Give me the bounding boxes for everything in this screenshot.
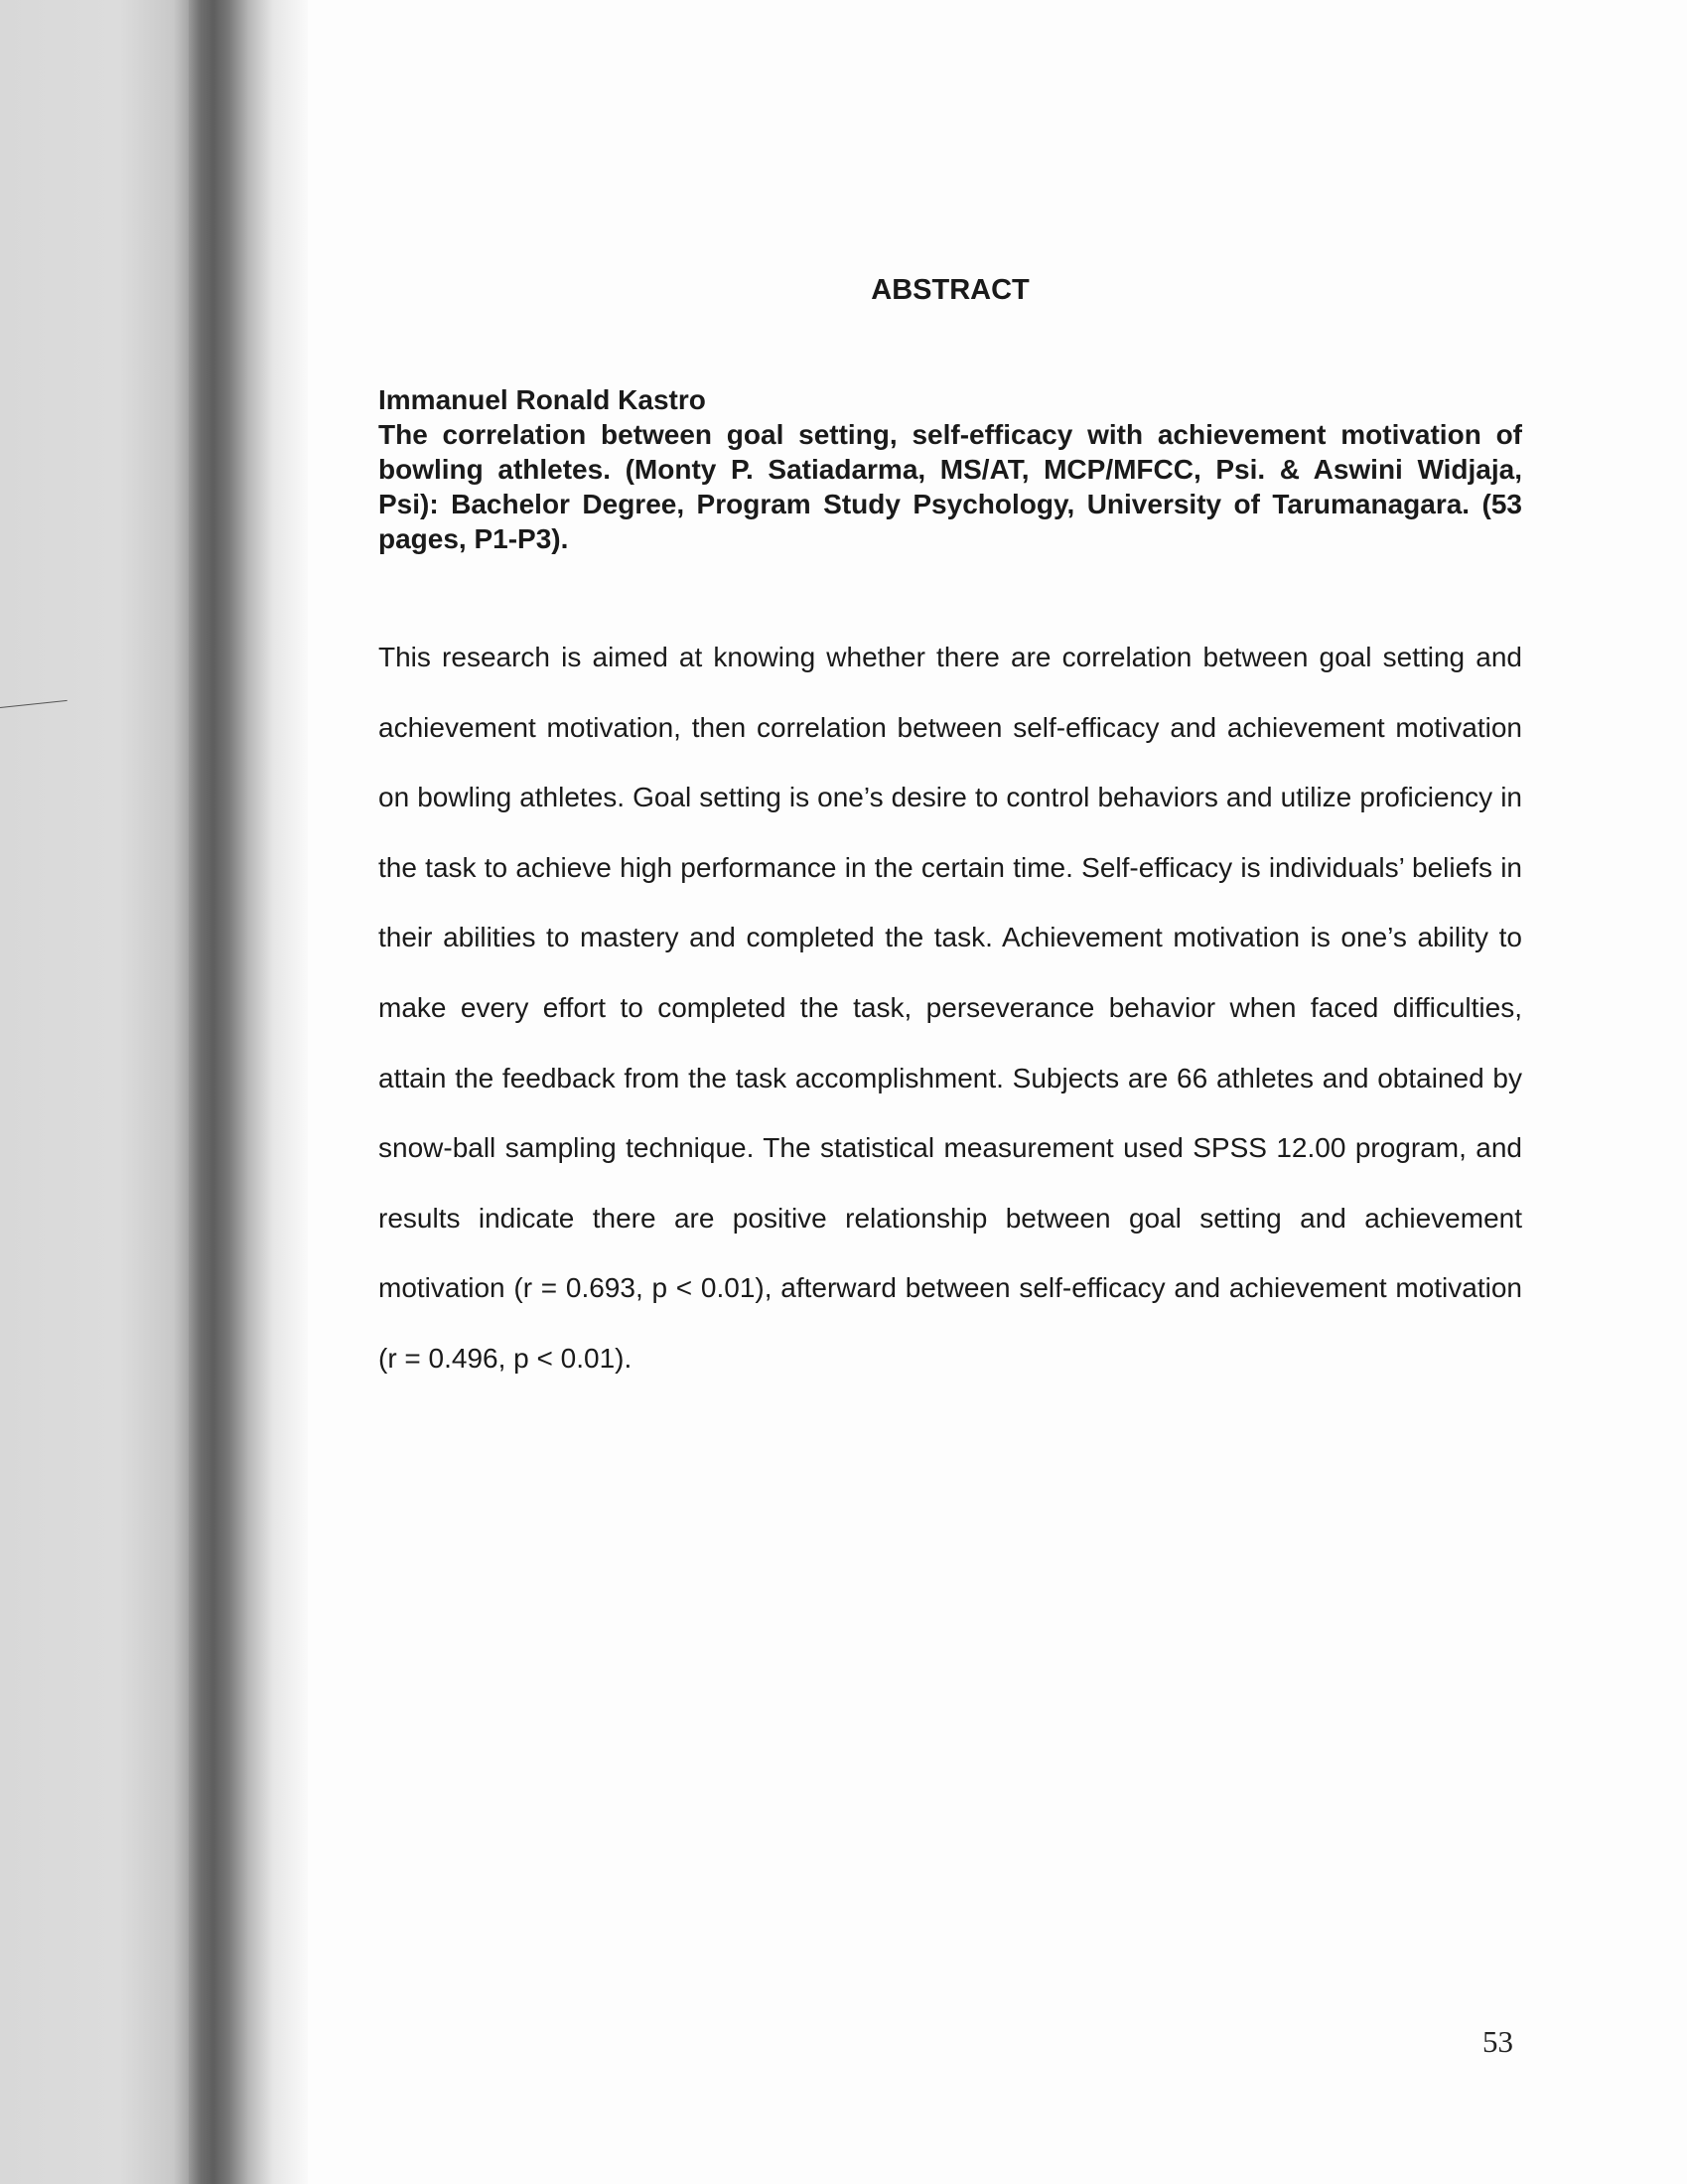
binding-shadow [189, 0, 308, 2184]
pencil-mark [0, 700, 68, 708]
citation-text: The correlation between goal setting, self-efficacy with achievement motivation of bowling athletes. (Monty P. Satiadarma, MS/AT, MCP/MFCC, Psi. & Aswini Widjaja, Psi): Bachelor Degree, Program Study Psychology, University of Tarumanagara. (53 pages, P1-P3). [378, 419, 1522, 554]
page-title: ABSTRACT [871, 274, 1030, 306]
adjacent-page-edge [0, 0, 199, 2184]
page-number: 53 [1482, 2024, 1513, 2059]
citation-block [378, 382, 1522, 556]
abstract-body: This research is aimed at knowing whether there are correlation between goal setting and achievement motivation, then correlation between self-efficacy and achievement motivation on bowling athletes. Goal setting is one’s desire to control behaviors and utilize proficiency in the task to achieve high performance in the certain time. Self-efficacy is individuals’ beliefs in their abilities to mastery and completed the task. Achievement motivation is one’s ability to make every effort to completed the task, perseverance behavior when faced difficulties, attain the feedback from the task accomplishment. Subjects are 66 athletes and obtained by snow-ball sampling technique. The statistical measurement used SPSS 12.00 program, and results indicate there are positive relationship between goal setting and achievement motivation (r = 0.693, p < 0.01), afterward between self-efficacy and achievement motivation (r = 0.496, p < 0.01). [378, 642, 1522, 1374]
author-name: Immanuel Ronald Kastro [378, 384, 706, 415]
